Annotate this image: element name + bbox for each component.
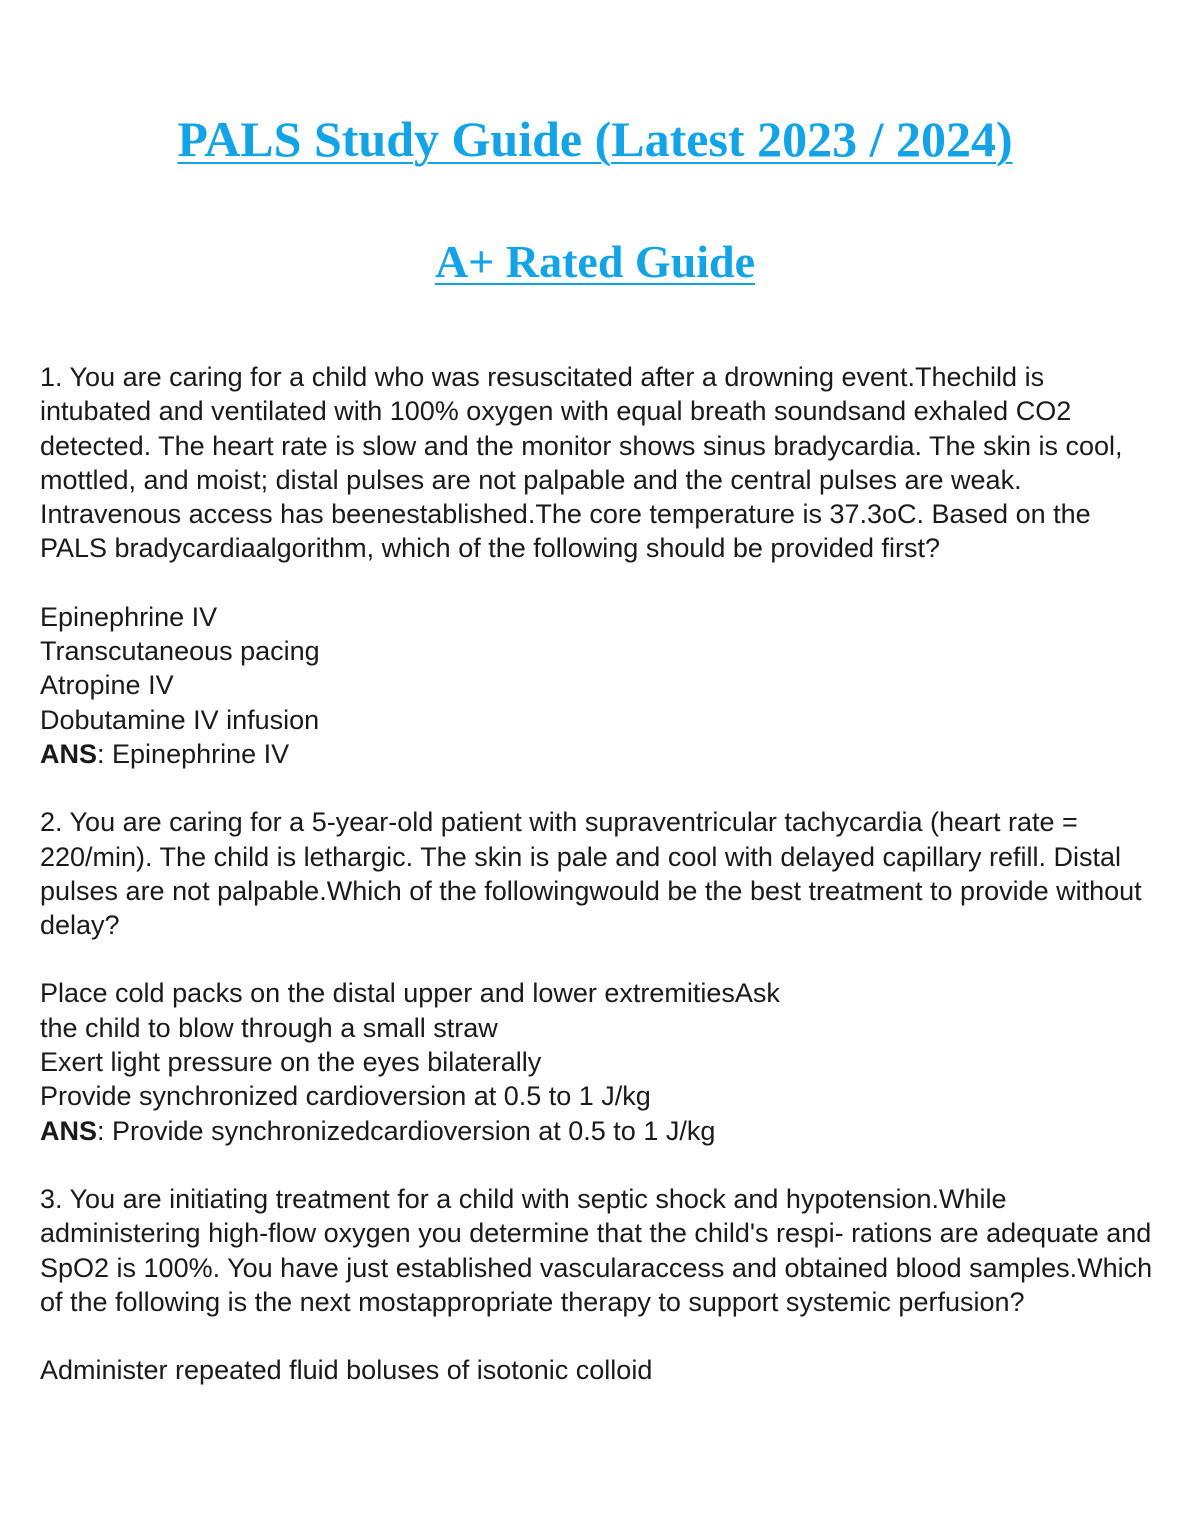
question-2-option-b: the child to blow through a small straw: [40, 1012, 498, 1043]
question-2-option-d: Provide synchronized cardioversion at 0.5 to 1 J/kg: [40, 1081, 651, 1112]
question-1-option-a: Epinephrine IV: [40, 601, 218, 632]
question-2-option-a: Place cold packs on the distal upper and lower extremitiesAsk: [40, 978, 780, 1009]
answer-label: ANS: [40, 738, 98, 769]
question-1-options: [40, 600, 1155, 771]
question-list: [40, 360, 1155, 1421]
question-3-option-a: Administer repeated fluid boluses of isotonic colloid: [40, 1355, 653, 1386]
question-1-answer-text: Epinephrine IV: [112, 738, 290, 769]
question-1-text: 1. You are caring for a child who was resuscitated after a drowning event.Thechild is intubated and ventilated with 100% oxygen with equal breath soundsand exhaled CO2 detected. The heart rate is slow and the monitor shows sinus bradycardia. The skin is cool, mottled, and moist; distal pulses are not palpable and the central pulses are weak. Intravenous access has beenestablished.The core temperature is 37.3oC. Based on the PALS bradycardiaalgorithm, which of the following should be provided first?: [40, 362, 1123, 564]
question-2-answer: ANS: Provide synchronizedcardioversion at 0.5 to 1 J/kg: [40, 1115, 716, 1146]
question-2-text: 2. You are caring for a 5-year-old patient with supraventricular tachycardia (heart rate = 220/min). The child is lethargic. The skin is pale and cool with delayed capillary refill. Distal pulses are not palpable.Which of the followingwould be the best treatment to provide without delay?: [40, 807, 1142, 941]
question-2-answer-text: Provide synchronizedcardioversion at 0.5 to 1 J/kg: [112, 1115, 716, 1146]
question-2-option-c: Exert light pressure on the eyes bilaterally: [40, 1047, 542, 1078]
answer-label: ANS: [40, 1115, 98, 1146]
question-1-option-d: Dobutamine IV infusion: [40, 704, 320, 735]
question-3-options: [40, 1353, 1155, 1387]
question-1-option-c: Atropine IV: [40, 670, 174, 701]
question-3-text: 3. You are initiating treatment for a child with septic shock and hypotension.While administering high-flow oxygen you determine that the child's respi- rations are adequate and SpO2 is 100%. You have just established vascularaccess and obtained blood samples.Which of the following is the next mostappropriate therapy to support systemic perfusion?: [40, 1183, 1153, 1317]
question-1-option-b: Transcutaneous pacing: [40, 636, 320, 667]
question-2-options: [40, 976, 1155, 1147]
document-title: PALS Study Guide (Latest 2023 / 2024): [177, 111, 1013, 167]
question-1-answer: ANS: Epinephrine IV: [40, 738, 290, 769]
document-subtitle: A+ Rated Guide: [434, 236, 756, 287]
